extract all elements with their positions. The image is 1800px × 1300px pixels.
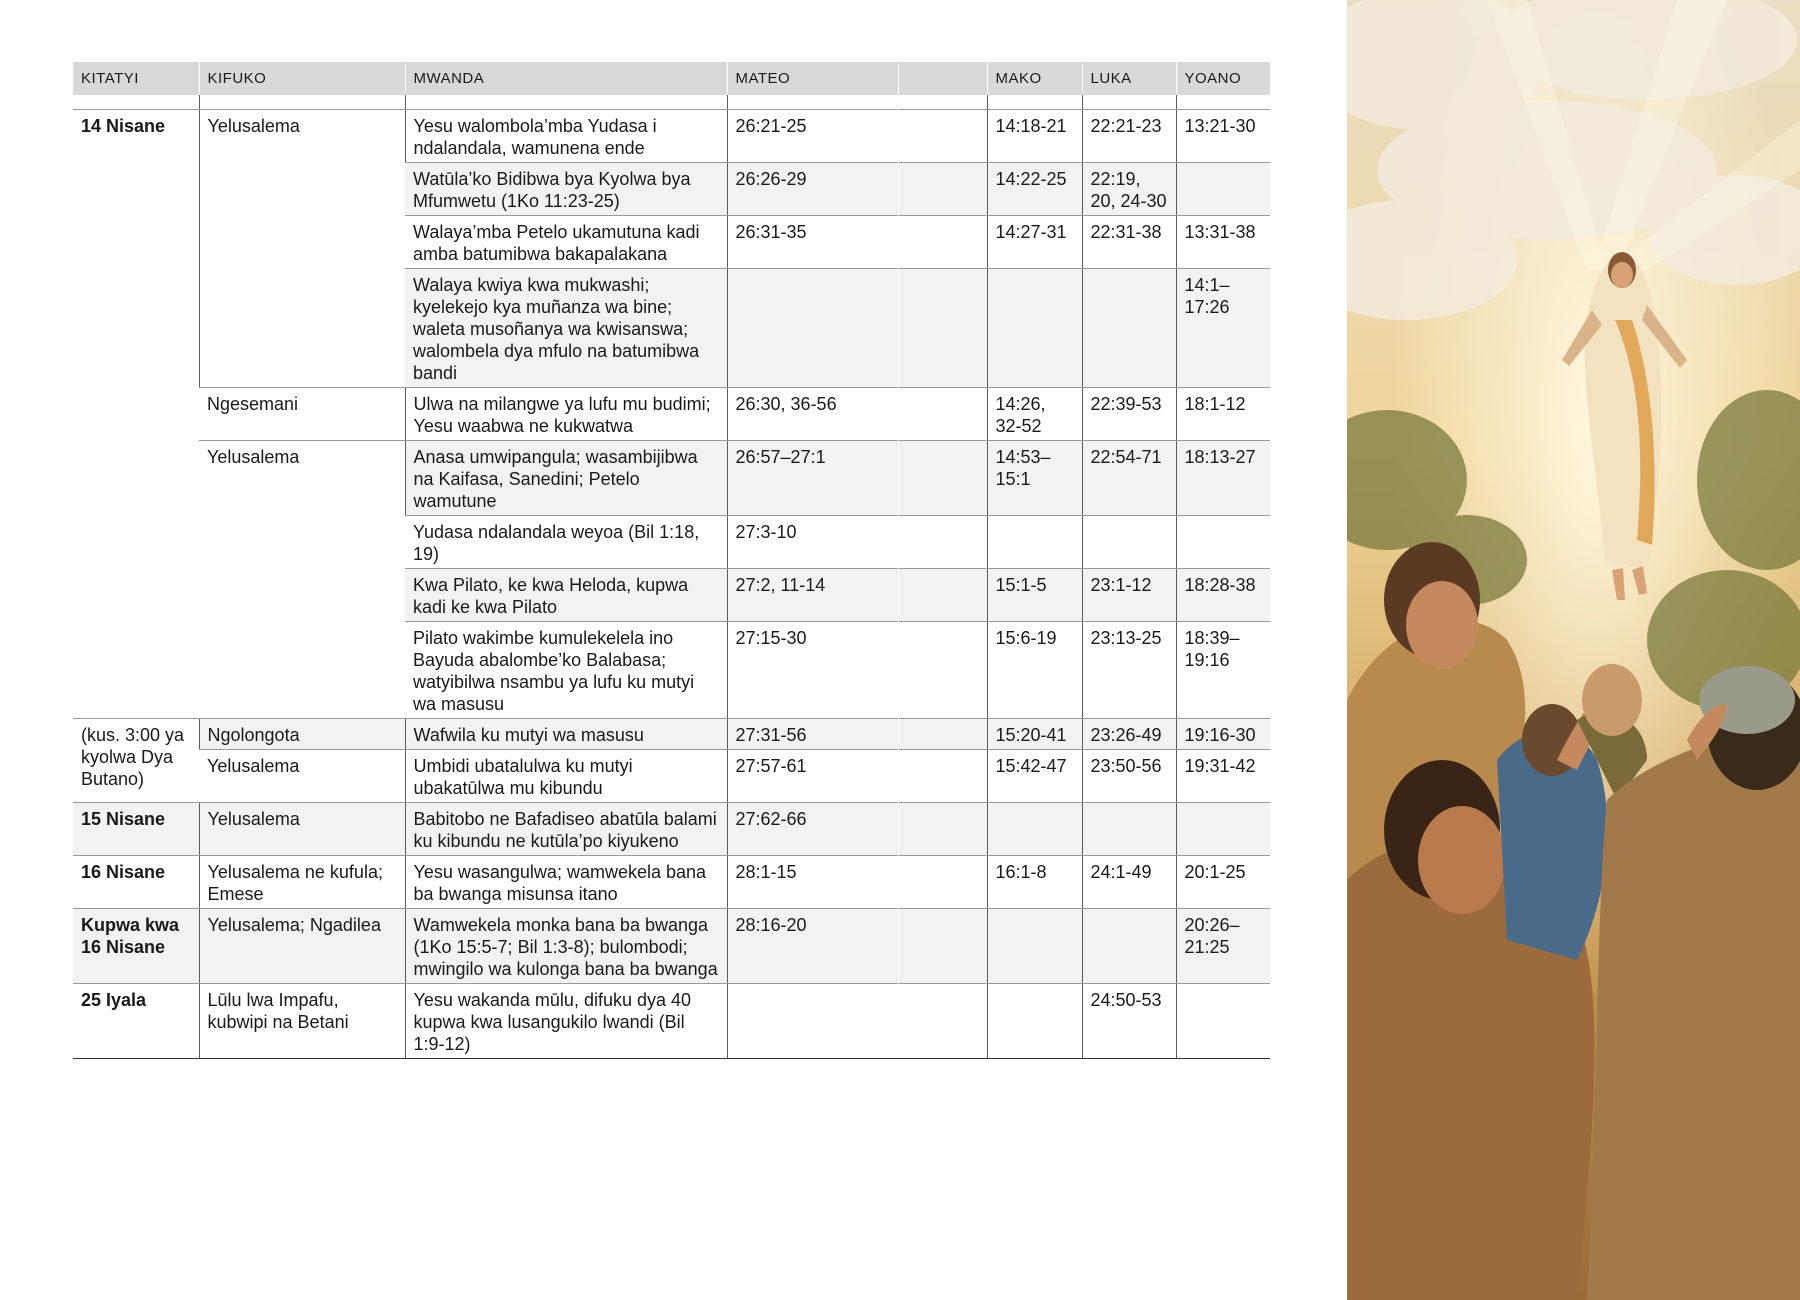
john-cell: 19:16-30 [1176, 719, 1270, 750]
john-cell: 18:13-27 [1176, 441, 1270, 516]
event-cell: Pilato wakimbe kumulekelela ino Bayuda abalombe’ko Balabasa; watyibilwa nsambu ya lufu ku mutyi wa masusu [405, 622, 727, 719]
event-cell: Wamwekela monka bana ba bwanga (1Ko 15:5-7; Bil 1:3-8); bulombodi; mwingilo wa kulonga bana ba bwanga [405, 909, 727, 984]
gospel-events-table-container [73, 62, 1270, 1059]
mark-cell [987, 909, 1082, 984]
mark-cell: 16:1-8 [987, 856, 1082, 909]
john-cell: 19:31-42 [1176, 750, 1270, 803]
john-cell: 18:39–19:16 [1176, 622, 1270, 719]
table-row [73, 909, 1270, 984]
table-row [73, 719, 1270, 750]
matthew-cell: 27:31-56 [727, 719, 987, 750]
place-cell: Yelusalema ne kufula; Emese [199, 856, 405, 909]
event-cell: Walaya kwiya kwa mukwashi; kyelekejo kya muñanza wa bine; waleta musoñanya wa kwisanswa; walombela dya mfulo na batumibwa bandi [405, 269, 727, 388]
matthew-cell: 26:57–27:1 [727, 441, 987, 516]
event-cell: Walaya’mba Petelo ukamutuna kadi amba batumibwa bakapalakana [405, 216, 727, 269]
matthew-cell: 26:30, 36-56 [727, 388, 987, 441]
matthew-cell: 27:62-66 [727, 803, 987, 856]
john-cell: 13:31-38 [1176, 216, 1270, 269]
event-cell: Umbidi ubatalulwa ku mutyi ubakatūlwa mu kibundu [405, 750, 727, 803]
luke-cell: 23:50-56 [1082, 750, 1176, 803]
luke-cell [1082, 269, 1176, 388]
table-row [73, 750, 1270, 803]
mark-cell: 14:27-31 [987, 216, 1082, 269]
luke-cell [1082, 909, 1176, 984]
luke-cell: 22:39-53 [1082, 388, 1176, 441]
john-cell: 13:21-30 [1176, 110, 1270, 163]
mark-cell: 15:6-19 [987, 622, 1082, 719]
place-cell: Lūlu lwa Impafu, kubwipi na Betani [199, 984, 405, 1059]
luke-cell: 22:19, 20, 24-30 [1082, 163, 1176, 216]
john-cell: 20:26–21:25 [1176, 909, 1270, 984]
mark-cell: 14:26, 32-52 [987, 388, 1082, 441]
place-cell: Yelusalema [199, 803, 405, 856]
john-cell [1176, 516, 1270, 569]
luke-cell: 24:50-53 [1082, 984, 1176, 1059]
table-row [73, 441, 1270, 516]
date-cell: (kus. 3:00 ya kyolwa Dya Butano) [73, 719, 199, 803]
mark-cell: 14:53–15:1 [987, 441, 1082, 516]
table-row [73, 984, 1270, 1059]
header-mark: MAKO [987, 62, 1082, 95]
john-cell: 14:1–17:26 [1176, 269, 1270, 388]
matthew-cell: 26:21-25 [727, 110, 987, 163]
mark-cell [987, 803, 1082, 856]
mark-cell [987, 984, 1082, 1059]
date-cell: 25 Iyala [73, 984, 199, 1059]
event-cell: Babitobo ne Bafadiseo abatūla balami ku kibundu ne kutūla’po kiyukeno [405, 803, 727, 856]
place-cell: Yelusalema [199, 110, 405, 388]
event-cell: Wafwila ku mutyi wa masusu [405, 719, 727, 750]
place-cell: Ngesemani [199, 388, 405, 441]
luke-cell: 23:1-12 [1082, 569, 1176, 622]
event-cell: Yesu walombola’mba Yudasa i ndalandala, wamunena ende [405, 110, 727, 163]
john-cell [1176, 163, 1270, 216]
place-cell: Yelusalema [199, 750, 405, 803]
john-cell [1176, 984, 1270, 1059]
matthew-cell [727, 269, 987, 388]
header-date: KITATYI [73, 62, 199, 95]
table-row [73, 388, 1270, 441]
luke-cell [1082, 516, 1176, 569]
mark-cell: 14:22-25 [987, 163, 1082, 216]
matthew-cell: 27:15-30 [727, 622, 987, 719]
date-cell: 14 Nisane [73, 110, 199, 719]
john-cell: 18:1-12 [1176, 388, 1270, 441]
header-spacer [73, 95, 1270, 110]
john-cell: 18:28-38 [1176, 569, 1270, 622]
date-cell: 15 Nisane [73, 803, 199, 856]
place-cell: Ngolongota [199, 719, 405, 750]
matthew-cell: 28:16-20 [727, 909, 987, 984]
john-cell: 20:1-25 [1176, 856, 1270, 909]
date-cell: Kupwa kwa 16 Nisane [73, 909, 199, 984]
luke-cell: 23:26-49 [1082, 719, 1176, 750]
luke-cell: 22:54-71 [1082, 441, 1176, 516]
event-cell: Kwa Pilato, ke kwa Heloda, kupwa kadi ke kwa Pilato [405, 569, 727, 622]
place-cell: Yelusalema; Ngadilea [199, 909, 405, 984]
luke-cell: 24:1-49 [1082, 856, 1176, 909]
date-cell: 16 Nisane [73, 856, 199, 909]
event-cell: Yesu wasangulwa; wamwekela bana ba bwanga misunsa itano [405, 856, 727, 909]
luke-cell [1082, 803, 1176, 856]
event-cell: Ulwa na milangwe ya lufu mu budimi; Yesu waabwa ne kukwatwa [405, 388, 727, 441]
mark-cell [987, 516, 1082, 569]
mark-cell: 15:1-5 [987, 569, 1082, 622]
mark-cell: 15:42-47 [987, 750, 1082, 803]
gospel-events-table [73, 62, 1270, 1059]
matthew-cell: 27:57-61 [727, 750, 987, 803]
table-row [73, 856, 1270, 909]
table-header-row [73, 62, 1270, 95]
event-cell: Yesu wakanda mūlu, difuku dya 40 kupwa kwa lusangukilo lwandi (Bil 1:9-12) [405, 984, 727, 1059]
matthew-cell: 26:31-35 [727, 216, 987, 269]
table-row [73, 110, 1270, 163]
mark-cell: 14:18-21 [987, 110, 1082, 163]
luke-cell: 23:13-25 [1082, 622, 1176, 719]
event-cell: Watūla’ko Bidibwa bya Kyolwa bya Mfumwetu (1Ko 11:23-25) [405, 163, 727, 216]
header-john: YOANO [1176, 62, 1270, 95]
luke-cell: 22:21-23 [1082, 110, 1176, 163]
mark-cell [987, 269, 1082, 388]
header-place: KIFUKO [199, 62, 405, 95]
event-cell: Anasa umwipangula; wasambijibwa na Kaifasa, Sanedini; Petelo wamutune [405, 441, 727, 516]
luke-cell: 22:31-38 [1082, 216, 1176, 269]
header-event: MWANDA [405, 62, 727, 95]
matthew-cell [727, 984, 987, 1059]
ascension-illustration [1347, 0, 1800, 1300]
header-matthew: MATEO [727, 62, 987, 95]
matthew-cell: 27:3-10 [727, 516, 987, 569]
matthew-cell: 26:26-29 [727, 163, 987, 216]
place-cell: Yelusalema [199, 441, 405, 719]
matthew-cell: 27:2, 11-14 [727, 569, 987, 622]
table-row [73, 803, 1270, 856]
header-luke: LUKA [1082, 62, 1176, 95]
john-cell [1176, 803, 1270, 856]
mark-cell: 15:20-41 [987, 719, 1082, 750]
event-cell: Yudasa ndalandala weyoa (Bil 1:18, 19) [405, 516, 727, 569]
matthew-cell: 28:1-15 [727, 856, 987, 909]
